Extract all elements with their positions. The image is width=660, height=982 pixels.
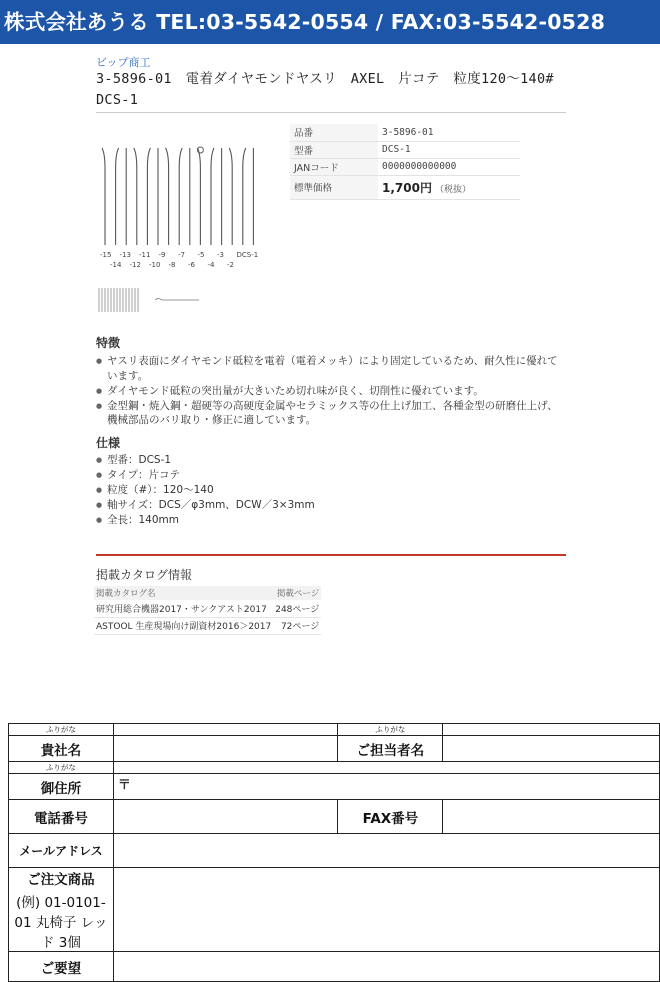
thumbnail-strip — [96, 284, 206, 318]
order-form — [8, 723, 660, 982]
product-photo[interactable] — [96, 140, 276, 270]
price-value: 1,700円 — [382, 180, 432, 195]
price-row — [290, 175, 520, 199]
spec-item: ● 型番：DCS-1 — [96, 453, 566, 468]
catalog-page: 248ページ — [273, 600, 321, 617]
file-model-label: -11 — [139, 251, 151, 259]
catalog-row[interactable] — [94, 600, 321, 617]
spec-row — [290, 158, 520, 175]
feature-item: ● ダイヤモンド砥粒の突出量が大きいため切れ味が良く、切削性に優れています。 — [96, 384, 566, 399]
email-label: メールアドレス — [9, 834, 114, 868]
catalog-table — [94, 586, 321, 635]
spec-key: 品番 — [290, 124, 378, 141]
thumbnail-single-file[interactable] — [152, 284, 202, 318]
file-model-label: -3 — [217, 251, 224, 259]
file-tool — [134, 148, 137, 245]
furigana-label: ふりがな — [9, 762, 114, 774]
spec-value: DCS-1 — [378, 141, 520, 158]
order-example: (例) 01-0101-01 丸椅子 レッド 3個 — [14, 895, 108, 951]
phone-label: 電話番号 — [9, 800, 114, 834]
address-furigana-field[interactable] — [113, 762, 659, 774]
feature-item: ● 金型鋼・焼入鋼・超硬等の高硬度金属やセラミックス等の仕上げ加工、各種金型の研磨仕上げ、機械部品のバリ取り・修正に適しています。 — [96, 399, 566, 428]
catalog-row[interactable] — [94, 617, 321, 634]
spec-item: ● タイプ：片コテ — [96, 468, 566, 483]
price-key: 標準価格 — [290, 175, 378, 199]
tax-note: （税抜） — [434, 184, 471, 195]
catalog-heading: 掲載カタログ情報 — [96, 568, 193, 582]
order-row — [9, 868, 660, 952]
spec-value: 0000000000000 — [378, 158, 520, 175]
spec-key: 型番 — [290, 141, 378, 158]
file-model-label: -6 — [188, 261, 195, 269]
file-model-label: -4 — [207, 261, 215, 269]
company-label: 貴社名 — [9, 736, 114, 762]
address-field[interactable] — [113, 774, 659, 800]
features-list — [96, 354, 566, 428]
spec-item: ● 軸サイズ：DCS／φ3mm、DCW／3×3mm — [96, 498, 566, 513]
title-divider — [96, 112, 566, 113]
request-field[interactable] — [113, 952, 659, 982]
file-model-label: -9 — [158, 251, 166, 259]
spec-table — [290, 124, 520, 200]
specs-list — [96, 453, 566, 528]
spec-item: ● 全長：140mm — [96, 513, 566, 528]
contact-furigana-field[interactable] — [443, 724, 660, 736]
file-model-label: -13 — [119, 251, 131, 259]
furigana-row — [9, 762, 660, 774]
file-set-drawing — [96, 140, 276, 270]
file-model-label: -15 — [100, 251, 112, 259]
company-row — [9, 736, 660, 762]
file-model-label: -8 — [168, 261, 176, 269]
file-tool — [229, 148, 232, 245]
file-model-label: -12 — [129, 261, 141, 269]
contact-field[interactable] — [443, 736, 660, 762]
catalog-page: 72ページ — [273, 617, 321, 634]
furigana-label: ふりがな — [338, 724, 443, 736]
price-cell — [378, 175, 520, 199]
order-field[interactable] — [113, 868, 659, 952]
maker-link[interactable]: ビップ商工 — [96, 56, 151, 69]
file-model-label: -10 — [149, 261, 161, 269]
furigana-row — [9, 724, 660, 736]
catalog-name: 研究用総合機器2017・サンクアスト2017 — [94, 600, 273, 617]
order-label: ご注文商品 — [27, 872, 95, 888]
email-row — [9, 834, 660, 868]
file-tool — [211, 148, 214, 245]
contact-label: ご担当者名 — [338, 736, 443, 762]
furigana-label: ふりがな — [9, 724, 114, 736]
file-tool — [166, 148, 169, 245]
catalog-col-page: 掲載ページ — [273, 586, 321, 600]
request-row — [9, 952, 660, 982]
fax-field[interactable] — [443, 800, 660, 834]
order-label-cell — [9, 868, 114, 952]
feature-item: ● ヤスリ表面にダイヤモンド砥粒を電着（電着メッキ）により固定しているため、耐久性に優れています。 — [96, 354, 566, 383]
file-tool — [102, 148, 105, 245]
phone-field[interactable] — [113, 800, 338, 834]
section-divider — [96, 554, 566, 556]
header-banner: 株式会社あうる TEL:03-5542-0554 / FAX:03-5542-0528 — [0, 0, 660, 44]
company-field[interactable] — [113, 736, 338, 762]
thumbnail-file-set[interactable] — [96, 284, 144, 318]
spec-key: JANコード — [290, 158, 378, 175]
file-tool — [197, 148, 200, 245]
product-title: 3-5896-01 電着ダイヤモンドヤスリ AXEL 片コテ 粒度120～140# DCS-1 — [96, 71, 568, 108]
specs-heading: 仕様 — [96, 436, 121, 450]
file-model-label: -5 — [197, 251, 205, 259]
spec-item: ● 粒度（#）：120～140 — [96, 483, 566, 498]
address-row — [9, 774, 660, 800]
spec-row — [290, 124, 520, 141]
file-tool — [147, 148, 150, 245]
postal-mark: 〒 — [117, 778, 131, 793]
spec-value: 3-5896-01 — [378, 124, 520, 141]
request-label: ご要望 — [9, 952, 114, 982]
file-tool — [179, 148, 182, 245]
catalog-name: ASTOOL 生産現場向け副資材2016＞2017 — [94, 617, 273, 634]
catalog-header-row — [94, 586, 321, 600]
catalog-col-name: 掲載カタログ名 — [94, 586, 273, 600]
company-furigana-field[interactable] — [113, 724, 338, 736]
spec-row — [290, 141, 520, 158]
file-tool — [116, 148, 119, 245]
file-tool — [243, 148, 246, 245]
file-model-label: -7 — [178, 251, 185, 259]
features-heading: 特徴 — [96, 336, 121, 350]
email-field[interactable] — [113, 834, 659, 868]
file-model-label: -14 — [110, 261, 122, 269]
file-model-label: -2 — [227, 261, 234, 269]
address-label: 御住所 — [9, 774, 114, 800]
phone-row — [9, 800, 660, 834]
file-model-label: DCS-1 — [236, 251, 259, 259]
fax-label: FAX番号 — [338, 800, 443, 834]
